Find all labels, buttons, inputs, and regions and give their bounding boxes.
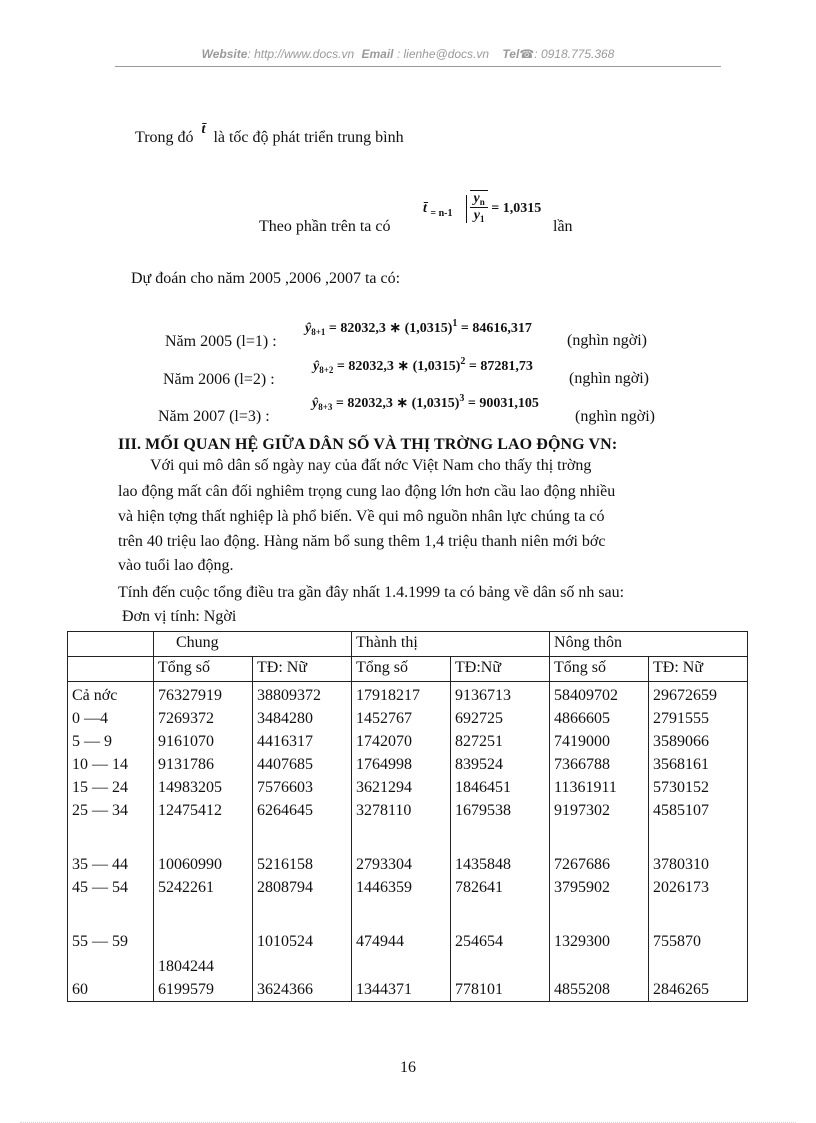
radical-sign — [456, 195, 467, 223]
forecast-2007-lhs: ŷ — [312, 396, 319, 411]
table-cell: 2846265 — [653, 981, 710, 998]
group-header-thanh-thi: Thành thị — [352, 632, 550, 657]
table-cell: 3795902 — [554, 879, 611, 896]
unit-line: Đơn vị tính: Ngời — [122, 608, 237, 625]
section-heading: III. MỐI QUAN HỆ GIỮA DÂN SỐ VÀ THỊ TRỜNG LAO ĐỘNG VN: — [118, 436, 618, 453]
table-cell: 1329300 — [554, 933, 611, 950]
para-line-2: lao động mất cân đối nghiêm trọng cung lao động lớn hơn cầu lao động nhiều — [118, 483, 616, 500]
table-cell: 7576603 — [257, 779, 313, 796]
table-cell: 2793304 — [356, 856, 413, 873]
age-group-label: 55 — 59 — [72, 933, 128, 950]
subheader-cell: TĐ:Nữ — [451, 657, 550, 682]
theo-phan-text: Theo phần trên ta có — [259, 218, 391, 235]
forecast-2007-result: = 90031,105 — [467, 396, 539, 411]
forecast-2005-label: Năm 2005 (l=1) : — [165, 333, 277, 350]
table-cell: 3621294 — [356, 779, 413, 796]
table-body-row — [68, 682, 748, 1002]
forecast-2007-expr: = 82032,3 ∗ (1,0315) — [335, 396, 460, 411]
para-line-3: và hiện tợng thất nghiệp là phổ biến. Về qui mô nguồn nhân lực chúng ta có — [118, 508, 605, 525]
forecast-2006-power: 2 — [460, 356, 466, 367]
table-subheader-empty — [68, 657, 154, 682]
table-cell: 9197302 — [554, 802, 611, 819]
table-cell: 3624366 — [257, 981, 313, 998]
table-subheader-row — [68, 657, 748, 682]
table-cell: 1344371 — [356, 981, 413, 998]
table-cell: 692725 — [455, 710, 504, 727]
table-cell: 58409702 — [554, 687, 619, 704]
table-cell: 1846451 — [455, 779, 512, 796]
table-cell: 3780310 — [653, 856, 710, 873]
subheader-cell: TĐ: Nữ — [649, 657, 748, 682]
para-line-4: trên 40 triệu lao động. Hàng năm bổ sung thêm 1,4 triệu thanh niên mới bớc — [118, 533, 606, 550]
forecast-2005-lhs: ŷ — [305, 321, 312, 336]
table-cell: 12475412 — [158, 802, 222, 819]
forecast-2005-unit: (nghìn ngời) — [567, 332, 648, 349]
thanh-thi-tong-so-column — [352, 682, 451, 1002]
forecast-2006-sub: 8+2 — [319, 365, 334, 375]
table-cell: 7419000 — [554, 733, 611, 750]
table-cell: 827251 — [455, 733, 504, 750]
tel-label: Tel — [502, 47, 520, 61]
forecast-2005-expr: = 82032,3 ∗ (1,0315) — [328, 321, 453, 336]
table-cell: 6199579 — [158, 981, 214, 998]
chung-tong-so-column — [154, 682, 253, 1002]
table-cell: 9161070 — [158, 733, 214, 750]
group-header-nong-thon: Nông thôn — [550, 632, 748, 657]
trong-do-before: Trong đó — [135, 129, 194, 146]
table-cell: 7269372 — [158, 710, 214, 727]
subheader-cell: Tổng số — [154, 657, 253, 682]
table-cell: 5730152 — [653, 779, 710, 796]
table-cell: 2026173 — [653, 879, 710, 896]
table-cell: 3484280 — [257, 710, 313, 727]
forecast-2005-sub: 8+1 — [311, 327, 326, 337]
forecast-2006-formula — [313, 358, 533, 375]
age-group-label: 45 — 54 — [72, 879, 128, 896]
website-value[interactable]: : http://www.docs.vn — [247, 47, 355, 61]
header-divider — [115, 66, 721, 67]
table-cell: 14983205 — [158, 779, 222, 796]
table-cell: 4866605 — [554, 710, 611, 727]
table-cell: 839524 — [455, 756, 504, 773]
table-cell: 1452767 — [356, 710, 413, 727]
average-growth-formula — [423, 186, 541, 226]
table-cell: 1742070 — [356, 733, 413, 750]
table-cell: 782641 — [455, 879, 504, 896]
forecast-2005-result: = 84616,317 — [460, 321, 532, 336]
table-cell: 3589066 — [653, 733, 710, 750]
table-cell: 11361911 — [554, 779, 617, 796]
table-cell: 4416317 — [257, 733, 313, 750]
forecast-2005-formula — [305, 320, 532, 337]
table-cell: 4585107 — [653, 802, 710, 819]
formula-t: t̄ — [423, 201, 427, 217]
para-line-5: vào tuổi lao động. — [118, 557, 234, 574]
thanh-thi-nu-column — [451, 682, 550, 1002]
survey-line: Tính đến cuộc tổng điều tra gần đây nhất 1.4.1999 ta có bảng về dân số nh sau: — [118, 584, 625, 601]
age-group-column — [68, 682, 154, 1002]
du-doan-text: Dự đoán cho năm 2005 ,2006 ,2007 ta có: — [131, 270, 401, 287]
age-group-label: 10 — 14 — [72, 756, 128, 773]
table-cell: 2808794 — [257, 879, 313, 896]
table-cell: 10060990 — [158, 856, 222, 873]
group-header-chung: Chung — [154, 632, 352, 657]
table-cell: 7366788 — [554, 756, 611, 773]
table-cell: 254654 — [455, 933, 504, 950]
population-table — [67, 631, 748, 1002]
age-group-label: 25 — 34 — [72, 802, 128, 819]
table-cell: 2791555 — [653, 710, 710, 727]
forecast-2007-sub: 8+3 — [318, 402, 333, 412]
email-value[interactable]: : lienhe@docs.vn — [393, 47, 490, 61]
para-line-1: Với qui mô dân số ngày nay của đất nớc Việt Nam cho thấy thị trờng — [150, 457, 592, 474]
website-label: Website — [201, 47, 248, 61]
table-cell: 9136713 — [455, 687, 512, 704]
table-cell: 755870 — [653, 933, 702, 950]
t-symbol: t̄ — [201, 122, 206, 137]
table-cell: 4855208 — [554, 981, 611, 998]
table-cell: 1446359 — [356, 879, 413, 896]
forecast-2006-label: Năm 2006 (l=2) : — [163, 371, 275, 388]
age-group-label: Cả nớc — [72, 687, 118, 704]
age-group-label: 60 — [72, 981, 88, 998]
table-cell: 4407685 — [257, 756, 313, 773]
table-cell: 1764998 — [356, 756, 413, 773]
formula-y1: y — [473, 208, 480, 223]
age-group-label: 5 — 9 — [72, 733, 112, 750]
table-cell: 1804244 — [158, 958, 214, 975]
forecast-2006-result: = 87281,73 — [468, 359, 533, 374]
subheader-cell: Tổng số — [550, 657, 649, 682]
trong-do-line — [135, 122, 404, 147]
formula-y1-sub: 1 — [479, 214, 485, 224]
subheader-cell: TĐ: Nữ — [253, 657, 352, 682]
table-cell: 6264645 — [257, 802, 313, 819]
age-group-label: 35 — 44 — [72, 856, 128, 873]
forecast-2006-expr: = 82032,3 ∗ (1,0315) — [336, 359, 461, 374]
nong-thon-nu-column — [649, 682, 748, 1002]
forecast-2007-unit: (nghìn ngời) — [575, 408, 656, 425]
table-cell: 3278110 — [356, 802, 412, 819]
table-cell: 1435848 — [455, 856, 512, 873]
trong-do-after: là tốc độ phát triển trung bình — [213, 129, 404, 146]
forecast-2007-label: Năm 2007 (l=3) : — [158, 408, 270, 425]
lan-text: lần — [553, 218, 573, 235]
age-group-label: 0 —4 — [72, 710, 108, 727]
page-number: 16 — [400, 1059, 416, 1076]
forecast-2005-power: 1 — [452, 318, 458, 329]
table-cell: 7267686 — [554, 856, 611, 873]
forecast-2007-formula — [312, 395, 539, 412]
formula-yn-sub: n — [479, 197, 485, 207]
tel-value: ☎: 0918.775.368 — [519, 47, 615, 61]
table-cell: 5216158 — [257, 856, 313, 873]
forecast-2006-unit: (nghìn ngời) — [569, 370, 650, 387]
formula-fraction — [470, 190, 487, 224]
formula-root-index: = n-1 — [430, 208, 453, 220]
table-cell: 5242261 — [158, 879, 214, 896]
table-cell: 778101 — [455, 981, 504, 998]
table-cell: 76327919 — [158, 687, 222, 704]
table-group-header-row — [68, 632, 748, 657]
table-cell: 17918217 — [356, 687, 421, 704]
formula-value: = 1,0315 — [491, 201, 542, 217]
table-cell: 3568161 — [653, 756, 710, 773]
page-header — [0, 47, 816, 61]
table-cell: 1010524 — [257, 933, 313, 950]
table-cell: 9131786 — [158, 756, 214, 773]
table-cell: 474944 — [356, 933, 405, 950]
table-corner-cell — [68, 632, 154, 657]
table-cell: 38809372 — [257, 687, 321, 704]
email-label: Email — [361, 47, 394, 61]
forecast-2006-lhs: ŷ — [313, 359, 320, 374]
subheader-cell: Tổng số — [352, 657, 451, 682]
age-group-label: 15 — 24 — [72, 779, 128, 796]
forecast-2007-power: 3 — [459, 393, 465, 404]
nong-thon-tong-so-column — [550, 682, 649, 1002]
formula-yn: y — [473, 191, 480, 206]
chung-nu-column — [253, 682, 352, 1002]
table-cell: 29672659 — [653, 687, 718, 704]
table-cell: 1679538 — [455, 802, 512, 819]
